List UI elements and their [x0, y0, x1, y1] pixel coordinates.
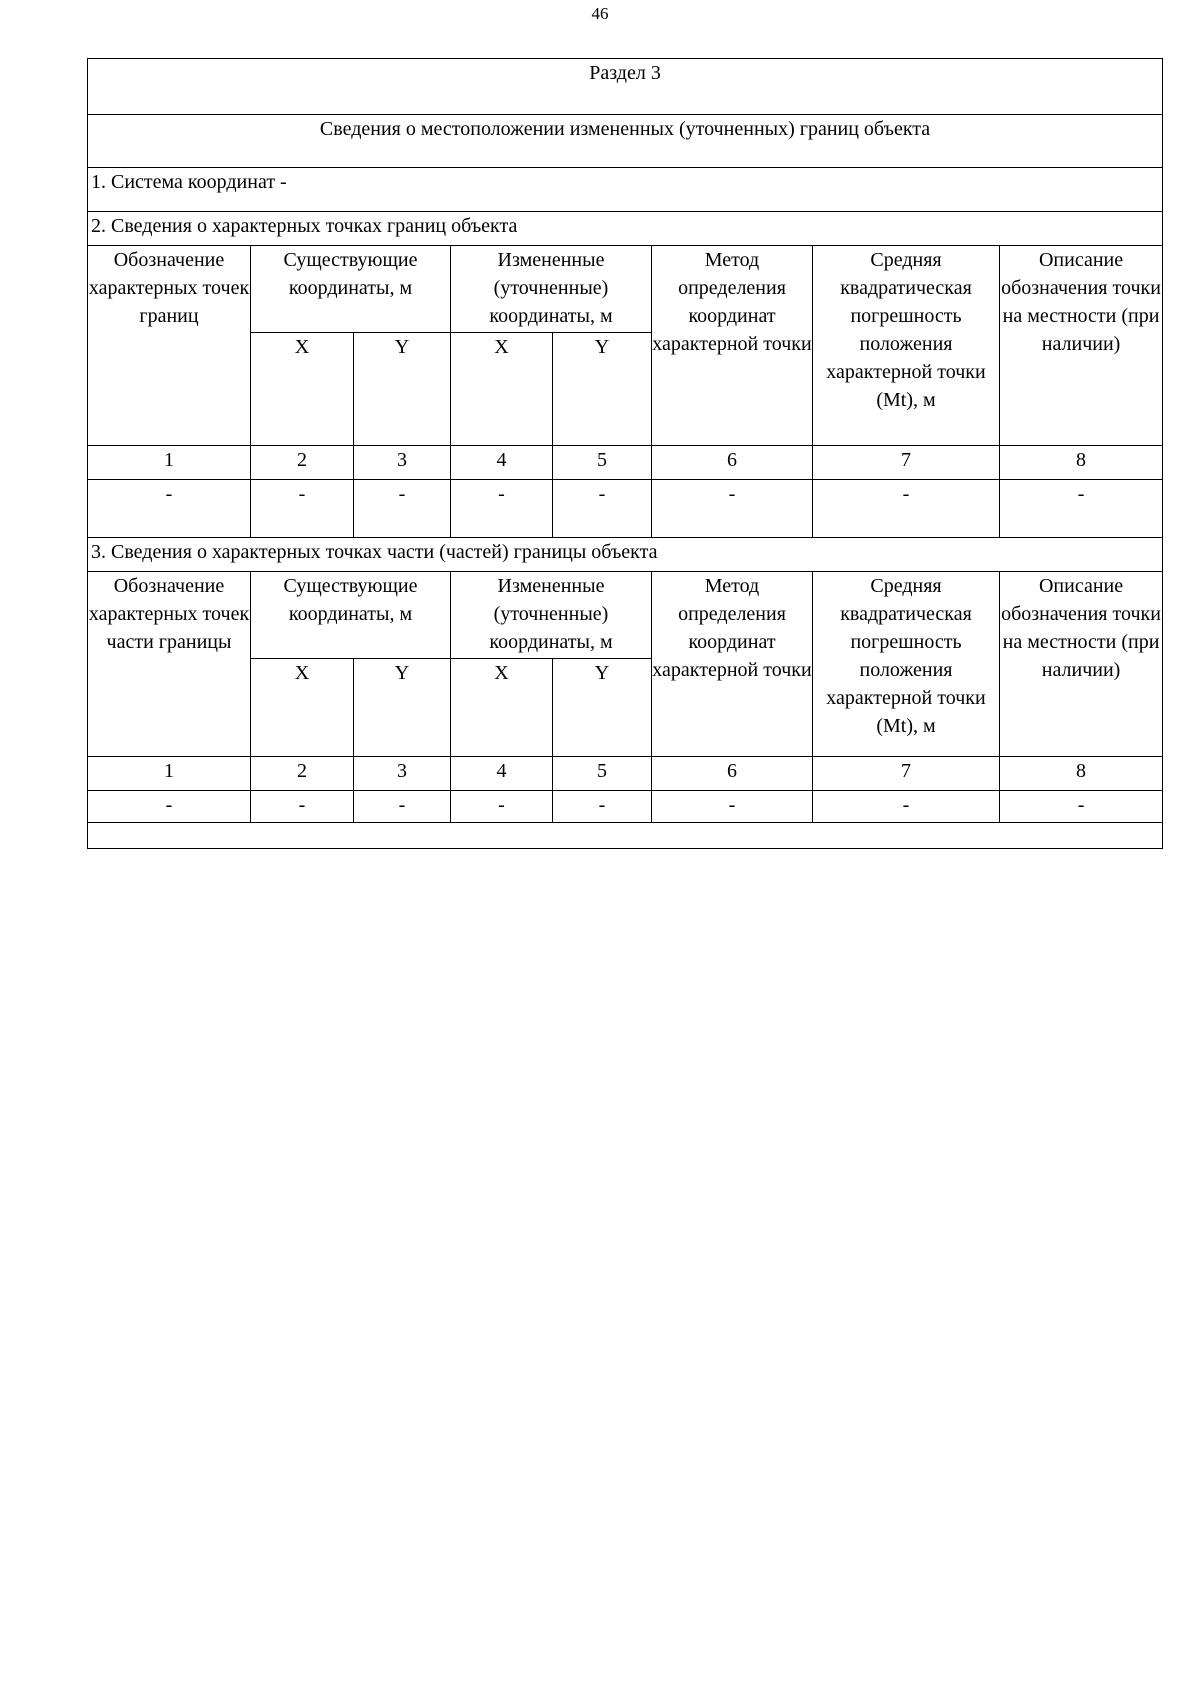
table-cell: -: [88, 480, 251, 538]
table-cell: -: [251, 480, 354, 538]
header-method: Метод определения координат характерной точки: [652, 246, 813, 446]
table-row: [88, 791, 1163, 823]
table-cell: -: [553, 480, 652, 538]
page-number: 46: [591, 4, 609, 23]
table-cell: -: [88, 791, 251, 823]
column-number: 2: [251, 446, 354, 480]
table-cell: -: [451, 480, 553, 538]
column-number: 4: [451, 446, 553, 480]
header-changed-y: Y: [553, 333, 652, 446]
header-changed-y: Y: [553, 659, 652, 757]
table-cell: -: [1000, 480, 1163, 538]
column-number: 4: [451, 757, 553, 791]
table-cell: -: [251, 791, 354, 823]
column-number: 5: [553, 446, 652, 480]
table-cell: -: [354, 791, 451, 823]
empty-row: [88, 823, 1163, 849]
table-cell: -: [1000, 791, 1163, 823]
table-cell: -: [652, 480, 813, 538]
column-numbers-row: [88, 446, 1163, 480]
table-cell: -: [553, 791, 652, 823]
table-cell: -: [813, 791, 1000, 823]
table-cell: -: [451, 791, 553, 823]
header-existing-x: X: [251, 659, 354, 757]
column-number: 7: [813, 757, 1000, 791]
column-number: 8: [1000, 757, 1163, 791]
header-existing-y: Y: [354, 333, 451, 446]
column-number: 7: [813, 446, 1000, 480]
header-point-designation-part: Обозначение характерных точек части границы: [88, 572, 251, 757]
coordinate-system-line: 1. Система координат -: [88, 168, 1163, 212]
column-numbers-row: [88, 757, 1163, 791]
header-changed-x: X: [451, 659, 553, 757]
header-existing-y: Y: [354, 659, 451, 757]
header-existing-x: X: [251, 333, 354, 446]
table-cell: -: [813, 480, 1000, 538]
header-mean-error: Средняя квадратическая погрешность положения характерной точки (Mt), м: [813, 246, 1000, 446]
part-boundary-points-heading: 3. Сведения о характерных точках части (частей) границы объекта: [88, 538, 1163, 572]
column-number: 6: [652, 446, 813, 480]
header-point-designation: Обозначение характерных точек границ: [88, 246, 251, 446]
header-mean-error: Средняя квадратическая погрешность положения характерной точки (Mt), м: [813, 572, 1000, 757]
section-title: Раздел 3: [88, 59, 1163, 115]
header-existing-coords: Существующие координаты, м: [251, 246, 451, 333]
header-changed-coords: Измененные (уточненные) координаты, м: [451, 572, 652, 659]
header-description: Описание обозначения точки на местности (при наличии): [1000, 572, 1163, 757]
section-3-table: [87, 58, 1163, 849]
header-changed-coords: Измененные (уточненные) координаты, м: [451, 246, 652, 333]
column-number: 1: [88, 446, 251, 480]
column-number: 3: [354, 757, 451, 791]
header-existing-coords: Существующие координаты, м: [251, 572, 451, 659]
column-number: 5: [553, 757, 652, 791]
column-number: 3: [354, 446, 451, 480]
table-row: [88, 480, 1163, 538]
boundary-points-heading: 2. Сведения о характерных точках границ объекта: [88, 212, 1163, 246]
column-number: 8: [1000, 446, 1163, 480]
header-changed-x: X: [451, 333, 553, 446]
table-cell: -: [354, 480, 451, 538]
table-cell: -: [652, 791, 813, 823]
column-number: 6: [652, 757, 813, 791]
header-description: Описание обозначения точки на местности (при наличии): [1000, 246, 1163, 446]
column-number: 1: [88, 757, 251, 791]
header-method: Метод определения координат характерной точки: [652, 572, 813, 757]
document-title: Сведения о местоположении измененных (уточненных) границ объекта: [88, 115, 1163, 168]
column-number: 2: [251, 757, 354, 791]
